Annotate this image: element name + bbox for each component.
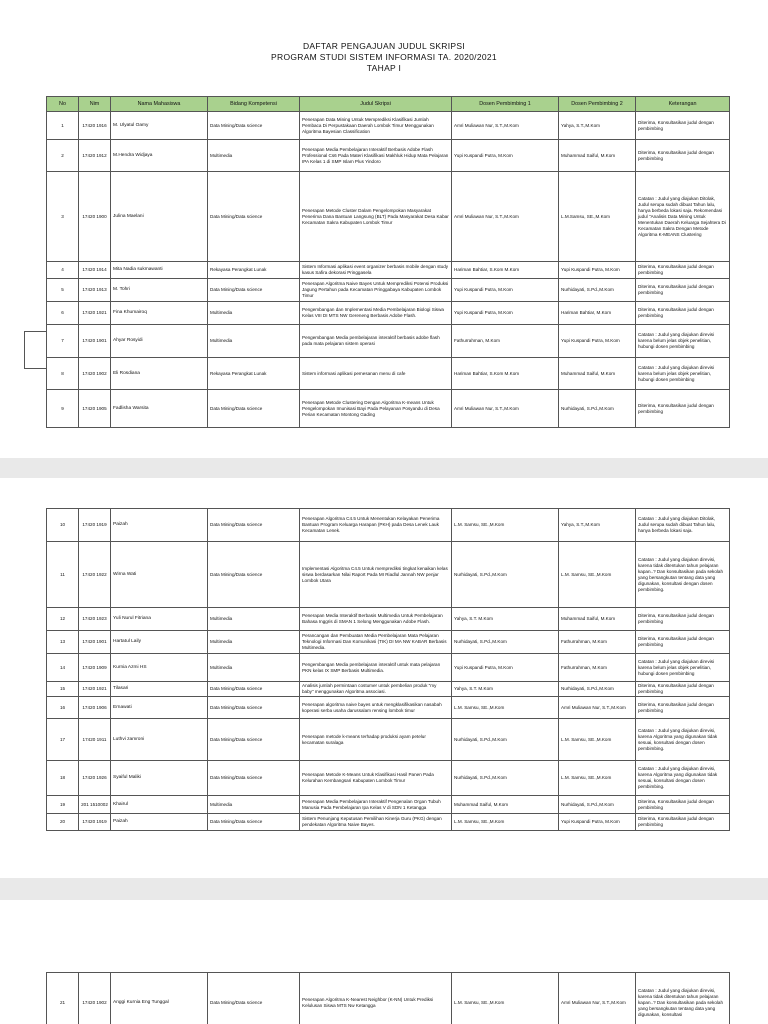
- row-keterangan: Diterima, Konsultasikan judul dengan pembimbing: [636, 682, 730, 697]
- row-number: 1: [47, 112, 79, 140]
- row-nama: Eli Rosdiana: [111, 358, 208, 390]
- row-dosen-2: Muhammad Saiful, M.Kom: [559, 140, 636, 172]
- row-bidang: Multimedia: [208, 325, 300, 358]
- document-page-3: [0, 900, 768, 1024]
- table-header-row: [47, 97, 730, 112]
- header-no: No: [47, 97, 79, 112]
- row-nama: Mita Nadia sukmawanti: [111, 262, 208, 279]
- row-keterangan: Catatan : Judul yang diajukan direvisi karena belum jelas objek penelitian, hubungi dosen pembimbing: [636, 358, 730, 390]
- row-nama: M. Ulyatul Oamy: [111, 112, 208, 140]
- row-number: 13: [47, 631, 79, 654]
- table-row: [47, 631, 730, 654]
- row-dosen-1: Fathurrahman, M.Kom: [452, 325, 559, 358]
- row-nama: Luthvi zamroni: [111, 719, 208, 761]
- row-number: 18: [47, 761, 79, 796]
- title-line-3: TAHAP I: [366, 63, 402, 73]
- table-row: [47, 140, 730, 172]
- row-dosen-1: Yupi Kuspandi Putra, M.Kom: [452, 279, 559, 302]
- row-number: 9: [47, 390, 79, 428]
- row-nim: 17420 1909: [79, 654, 111, 682]
- document-title: [0, 0, 768, 73]
- row-bidang: Multimedia: [208, 608, 300, 631]
- table-row: [47, 608, 730, 631]
- row-dosen-2: Yupi Kuspandi Putra, M.Kom: [559, 814, 636, 831]
- table-row: [47, 682, 730, 697]
- row-bidang: Data Mining/Data science: [208, 697, 300, 719]
- row-keterangan: Diterima, Konsultasikan judul dengan pembimbing: [636, 697, 730, 719]
- table-row: [47, 796, 730, 814]
- row-dosen-1: Hariman Bahtiar, S.Kom M.Kom: [452, 262, 559, 279]
- row-judul: Penerapan Media Interaktif Berbasis Multimedia Untuk Pembelajaran Bahasa Inggris di SMAN 1 Selong Menggunakan Adobe Flash.: [300, 608, 452, 631]
- row-dosen-1: Nurhidayati, S.Pd.,M.Kom: [452, 719, 559, 761]
- header-bidang: Bidang Kompetensi: [208, 97, 300, 112]
- row-nim: 17420 1901: [79, 631, 111, 654]
- row-keterangan: Catatan : Judul yang diajukan direvisi, karena tidak ditentukan tahun pelajaran kapan..? Dan konsultasikan pada sekolah yang bersangkutan tentang data yang digunakan, konsultasi: [636, 973, 730, 1024]
- row-judul: Penerapan Algoritma C4.5 Untuk Menentukan Kelayakan Penerima Bantuan Program Keluarga Harapan (PKH) pada Desa Lenek Lauk Kecamatan Lenek.: [300, 509, 452, 542]
- row-bidang: Data Mining/Data science: [208, 682, 300, 697]
- table-row: [47, 390, 730, 428]
- row-number: 7: [47, 325, 79, 358]
- row-nim: 17420 1912: [79, 140, 111, 172]
- table-row: [47, 112, 730, 140]
- title-line-1: DAFTAR PENGAJUAN JUDUL SKRIPSI: [302, 41, 466, 51]
- submission-table-page-3: [46, 972, 730, 1024]
- row-dosen-2: L.M. Samsu, SE.,M.Kom: [559, 542, 636, 608]
- row-dosen-1: L.M. Samsu, SE.,M.Kom: [452, 509, 559, 542]
- row-nim: 17420 1900: [79, 172, 111, 262]
- row-nim: 201 1510002: [79, 796, 111, 814]
- row-bidang: Multimedia: [208, 140, 300, 172]
- row-nama: Fina Khumairoq: [111, 302, 208, 325]
- row-judul: Penerapan metode k-means terhadap produksi ayam petelur kecamatan suralaga: [300, 719, 452, 761]
- row-nama: M.Hendra Widjaya: [111, 140, 208, 172]
- row-bidang: Multimedia: [208, 654, 300, 682]
- row-number: 12: [47, 608, 79, 631]
- row-judul: Penerapan Data Mining Untuk Memprediksi Klasifikasi Jumlah Pembaca Di Perpustakaan Daerah Lombok Timur Menggunakan Algoritma Bayesian Classification: [300, 112, 452, 140]
- row-dosen-1: Yahya, S.T. M.Kom: [452, 682, 559, 697]
- table-row: [47, 697, 730, 719]
- row-dosen-2: Yahya, S.T.,M.Kom: [559, 112, 636, 140]
- row-dosen-2: Yahya, S.T.,M.Kom: [559, 509, 636, 542]
- row-dosen-1: Muhammad Saiful, M.Kom: [452, 796, 559, 814]
- row-bidang: Data Mining/Data science: [208, 279, 300, 302]
- row-nama: Paizah: [111, 509, 208, 542]
- row-dosen-2: Nurhidayati, S.Pd.,M.Kom: [559, 390, 636, 428]
- row-nim: 17420 1913: [79, 279, 111, 302]
- row-bidang: Multimedia: [208, 302, 300, 325]
- row-bidang: Rekayasa Perangkat Lunak: [208, 358, 300, 390]
- row-dosen-1: L.M. Samsu, SE.,M.Kom: [452, 973, 559, 1024]
- row-number: 21: [47, 973, 79, 1024]
- row-number: 6: [47, 302, 79, 325]
- submission-table-page-2: [46, 508, 730, 831]
- row-bidang: Rekayasa Perangkat Lunak: [208, 262, 300, 279]
- row-dosen-2: L.M. Samsu, SE.,M.Kom: [559, 719, 636, 761]
- document-page-1: [0, 0, 768, 458]
- cell-border-fragment: [24, 331, 47, 369]
- row-dosen-2: Hariman Bahtiar, M.Kom: [559, 302, 636, 325]
- row-judul: Sistem informasi aplikasi pemesanan menu di cafe: [300, 358, 452, 390]
- row-judul: Analisis jumlah permintaan costumer untuk pembelian produk "my baby" menggunakan Algoritma associasi.: [300, 682, 452, 697]
- row-nim: 17420 1901: [79, 325, 111, 358]
- row-nama: Anggi Kurnia Eng Tunggal: [111, 973, 208, 1024]
- row-nama: Khairul: [111, 796, 208, 814]
- row-keterangan: Diterima, Konsultasikan judul dengan pembimbing: [636, 608, 730, 631]
- row-bidang: Multimedia: [208, 796, 300, 814]
- row-nama: Hartatul Laily: [111, 631, 208, 654]
- row-dosen-2: Yupi Kuspandi Putra, M.Kom: [559, 262, 636, 279]
- header-judul: Judul Skripsi: [300, 97, 452, 112]
- row-number: 5: [47, 279, 79, 302]
- row-keterangan: Catatan : Judul yang diajukan Ditolak, Judul serupa sudah dibuat Tahun lalu, hanya berbeda lokasi saja.: [636, 509, 730, 542]
- row-dosen-2: Amri Muliawan Nur, S.T.,M.Kom: [559, 697, 636, 719]
- row-judul: Penerapan Metode Cluster Dalam Pengelompokan Masyarakat Penerima Dana Bantuan Langsung (BLT) Pada Masyarakat Desa Kabar Kecamatan Sakra Kabupaten Lombok Timur: [300, 172, 452, 262]
- row-number: 2: [47, 140, 79, 172]
- row-keterangan: Catatan : Judul yang diajukan direvisi, karena Algoritma yang digunakan tidak sesuai, konsultasi dengan dosen pembimbing.: [636, 761, 730, 796]
- row-dosen-2: Amri Muliawan Nur, S.T.,M.Kom: [559, 973, 636, 1024]
- row-keterangan: Diterima, Konsultasikan judul dengan pembimbing: [636, 814, 730, 831]
- table-row: [47, 973, 730, 1024]
- row-judul: Implementasi Algoritma C4.5 Untuk memprediksi tingkat kenaikan kelas siswa berdasarkan Nilai Raport Pada MI Riadlul Jannah NW penjar Lombok Utara: [300, 542, 452, 608]
- row-keterangan: Diterima, Konsultasikan judul dengan pembimbing: [636, 140, 730, 172]
- row-keterangan: Catatan : Judul yang diajukan Ditolak, Judul serupa sudah dibuat Tahun lalu, hanya berbeda lokasi saja. Rekomendasi judul "Analisis Data Mining Untuk Menentukan Daerah Keluarga Sejahtera Di Kecamatan Sakra Dengan Metode Algoritma K-MEANS Clustering: [636, 172, 730, 262]
- row-number: 8: [47, 358, 79, 390]
- row-number: 17: [47, 719, 79, 761]
- row-keterangan: Catatan : Judul yang diajukan direvisi karena belum jelas objek penelitian, hubungi dosen pembimbing: [636, 325, 730, 358]
- row-keterangan: Diterima, Konsultasikan judul dengan pembimbing: [636, 279, 730, 302]
- row-number: 15: [47, 682, 79, 697]
- row-nim: 17420 1911: [79, 719, 111, 761]
- row-keterangan: Catatan : Judul yang diajukan direvisi, karena Algoritma yang digunakan tidak sesuai, konsultasi dengan dosen pembimbing.: [636, 719, 730, 761]
- row-nama: Ernawati: [111, 697, 208, 719]
- row-nim: 17420 1914: [79, 262, 111, 279]
- row-bidang: Data Mining/Data science: [208, 542, 300, 608]
- row-nim: 17420 1902: [79, 973, 111, 1024]
- row-dosen-1: Amri Muliawan Nur, S.T.,M.Kom: [452, 172, 559, 262]
- row-keterangan: Diterima, Konsultasikan judul dengan pembimbing: [636, 262, 730, 279]
- row-judul: Penerapan Metode K-Means Untuk Klasifikasi Hasil Panen Pada Kelurahan Kembangsari Kabupaten Lombok Timur: [300, 761, 452, 796]
- row-bidang: Data Mining/Data science: [208, 390, 300, 428]
- row-judul: Penerapan Algoritma Naive Bayes Untuk Memprediksi Potensi Produksi Jagung Pertahun pada Kecamatan Pringgabaya Kabupaten Lombok Timur: [300, 279, 452, 302]
- row-dosen-1: Nurhidayati, S.Pd.,M.Kom: [452, 542, 559, 608]
- row-nama: Wirna Wati: [111, 542, 208, 608]
- row-number: 10: [47, 509, 79, 542]
- header-keterangan: Keterangan: [636, 97, 730, 112]
- row-nama: Yuli Nurul Fitriana: [111, 608, 208, 631]
- row-bidang: Data Mining/Data science: [208, 112, 300, 140]
- row-nama: Syaiful Maliki: [111, 761, 208, 796]
- row-dosen-1: Yupi Kuspandi Putra, M.Kom: [452, 140, 559, 172]
- table-row: [47, 719, 730, 761]
- row-keterangan: Diterima, Konsultasikan judul dengan pembimbing: [636, 302, 730, 325]
- row-keterangan: Diterima, Konsultasikan judul dengan pembimbing: [636, 631, 730, 654]
- row-dosen-2: Nurhidayati, S.Pd.,M.Kom: [559, 279, 636, 302]
- table-row: [47, 509, 730, 542]
- row-keterangan: Diterima, Konsultasikan judul dengan pembimbing: [636, 112, 730, 140]
- row-nim: 17420 1902: [79, 358, 111, 390]
- row-keterangan: Diterima, Konsultasikan judul dengan pembimbing: [636, 390, 730, 428]
- row-bidang: Data Mining/Data science: [208, 814, 300, 831]
- table-row: [47, 302, 730, 325]
- table-row: [47, 654, 730, 682]
- row-nama: Fadlisha Warsita: [111, 390, 208, 428]
- row-bidang: Data Mining/Data science: [208, 973, 300, 1024]
- table-row: [47, 172, 730, 262]
- row-nim: 17420 1923: [79, 608, 111, 631]
- row-keterangan: Catatan : Judul yang diajukan direvisi karena belum jelas objek penelitian, hubungi dosen pembimbing: [636, 654, 730, 682]
- row-judul: Pengembangan Media pembelajaran interaktif untuk mata pelajaran PKN kelas IX SMP Berbasis Multimedia.: [300, 654, 452, 682]
- row-dosen-2: Yupi Kuspandi Putra, M.Kom: [559, 325, 636, 358]
- row-judul: Penerapan Metode Clustering Dengan Algoritma K-means Untuk Pengelompokan Imunisasi Bayi Pada Pelayanan Posyandu di Desa Perian Kecamatan Montong Gading: [300, 390, 452, 428]
- row-dosen-2: L.M.Samsu, SE.,M.Kom: [559, 172, 636, 262]
- row-nim: 17420 1921: [79, 682, 111, 697]
- row-keterangan: Catatan : Judul yang diajukan direvisi, karena tidak ditentukan tahun pelajaran kapan..? Dan konsultasikan pada sekolah yang bersangkutan tentang data yang digunakan, konsultasi dengan dosen pembimbing.: [636, 542, 730, 608]
- row-judul: Pengembangan Media pembelajaran interaktif berbasis adobe flash pada mata pelajaran sistem operasi: [300, 325, 452, 358]
- row-judul: Perancangan dan Pembuatan Media Pembelajaran Mata Pelajaran Teknologi Informasi Dan Komunikasi (TIK) DI MA NW KABAR Berbasis Multimedia.: [300, 631, 452, 654]
- row-judul: Sistem Informasi aplikasi event organizer berbasis mobile dengan study kasus Safira dekorasi Pringgasela: [300, 262, 452, 279]
- row-keterangan: Diterima, Konsultasikan judul dengan pembimbing: [636, 796, 730, 814]
- row-nim: 17420 1926: [79, 761, 111, 796]
- row-dosen-2: Fathurrahman, M.Kom: [559, 631, 636, 654]
- submission-table-page-1: [46, 96, 730, 428]
- row-dosen-1: Yupi Kuspandi Putra, M.Kom: [452, 654, 559, 682]
- row-dosen-2: Nurhidayati, S.Pd.,M.Kom: [559, 796, 636, 814]
- row-dosen-1: Nurhidayati, S.Pd.,M.Kom: [452, 631, 559, 654]
- title-line-2: PROGRAM STUDI SISTEM INFORMASI TA. 2020/2021: [271, 52, 497, 62]
- row-bidang: Data Mining/Data science: [208, 509, 300, 542]
- header-dosen-1: Dosen Pembimbing 1: [452, 97, 559, 112]
- row-number: 11: [47, 542, 79, 608]
- row-judul: Sistem Penunjang Keputusan Pemilihan Kinerja Guru (PKG) dengan pendekatan Algoritma Naive Bayes.: [300, 814, 452, 831]
- table-row: [47, 814, 730, 831]
- row-judul: Penerapan Media Pembelajaran Interaktif Berbasis Adobe Flash Professional Cs6 Pada Materi Klasifikasi Makhluk Hidup Mata Pelajaran IPA Kelas 1 di SMP Islam Plus Yindoro: [300, 140, 452, 172]
- row-dosen-1: Yahya, S.T. M.Kom: [452, 608, 559, 631]
- table-row: [47, 542, 730, 608]
- row-judul: Penerapan Algoritma K-Nearest Neighbor (K-NN) Untuk Prediksi Kelulusan Siswa MTS Nw Ketangga: [300, 973, 452, 1024]
- row-number: 16: [47, 697, 79, 719]
- row-bidang: Data Mining/Data science: [208, 172, 300, 262]
- table-row: [47, 325, 730, 358]
- header-nama: Nama Mahasiswa: [111, 97, 208, 112]
- row-dosen-1: Yupi Kuspandi Putra, M.Kom: [452, 302, 559, 325]
- row-bidang: Multimedia: [208, 631, 300, 654]
- row-number: 4: [47, 262, 79, 279]
- row-dosen-2: Muhammad Saiful, M.Kom: [559, 608, 636, 631]
- row-nim: 17420 1905: [79, 390, 111, 428]
- table-row: [47, 279, 730, 302]
- row-number: 20: [47, 814, 79, 831]
- row-bidang: Data Mining/Data science: [208, 761, 300, 796]
- row-dosen-1: Amri Muliawan Nur, S.T.,M.Kom: [452, 112, 559, 140]
- row-judul: Pengembangan dan Implementasi Media Pembelajaran Biologi Siswa Kelas VIII DI MTS NW Gereneng Berbasis Adobe Flash.: [300, 302, 452, 325]
- table-row: [47, 262, 730, 279]
- row-dosen-2: Fathurrahman, M.Kom: [559, 654, 636, 682]
- document-page-2: [0, 478, 768, 878]
- row-nim: 17420 1922: [79, 542, 111, 608]
- row-nim: 17420 1919: [79, 814, 111, 831]
- header-nim: Nim: [79, 97, 111, 112]
- row-nama: Julina Maelani: [111, 172, 208, 262]
- row-nama: Tilasari: [111, 682, 208, 697]
- row-nama: Paizah: [111, 814, 208, 831]
- row-nim: 17420 1906: [79, 697, 111, 719]
- row-nim: 17420 1919: [79, 509, 111, 542]
- row-number: 14: [47, 654, 79, 682]
- row-nama: Ahyar Rosyidi: [111, 325, 208, 358]
- table-row: [47, 358, 730, 390]
- row-dosen-1: Nurhidayati, S.Pd.,M.Kom: [452, 761, 559, 796]
- row-dosen-1: L.M. Samsu, SE.,M.Kom: [452, 697, 559, 719]
- row-dosen-2: Nurhidayati, S.Pd.,M.Kom: [559, 682, 636, 697]
- row-dosen-2: Muhammad Saiful, M.Kom: [559, 358, 636, 390]
- table-row: [47, 761, 730, 796]
- row-number: 3: [47, 172, 79, 262]
- row-judul: Penerapan algoritma naive bayes untuk mengklasifikasikan nasabah koperasi serba usaha darussalam rensing lombok timur: [300, 697, 452, 719]
- row-nim: 17420 1921: [79, 302, 111, 325]
- header-dosen-2: Dosen Pembimbing 2: [559, 97, 636, 112]
- row-dosen-1: L.M. Samsu, SE.,M.Kom: [452, 814, 559, 831]
- row-number: 19: [47, 796, 79, 814]
- row-dosen-1: Hariman Bahtiar, S.Kom M.Kom: [452, 358, 559, 390]
- row-nim: 17420 1916: [79, 112, 111, 140]
- row-bidang: Data Mining/Data science: [208, 719, 300, 761]
- row-judul: Penerapan Media Pembelajaran Interaktif Pengenalan Organ Tubuh Manusia Pada Pembelajaran Ipa Kelas V di SDN 1 Ketangga: [300, 796, 452, 814]
- row-nama: M. Tohri: [111, 279, 208, 302]
- row-nama: Kurnia Azmi HS: [111, 654, 208, 682]
- row-dosen-1: Amri Muliawan Nur, S.T.,M.Kom: [452, 390, 559, 428]
- row-dosen-2: L.M. Samsu, SE.,M.Kom: [559, 761, 636, 796]
